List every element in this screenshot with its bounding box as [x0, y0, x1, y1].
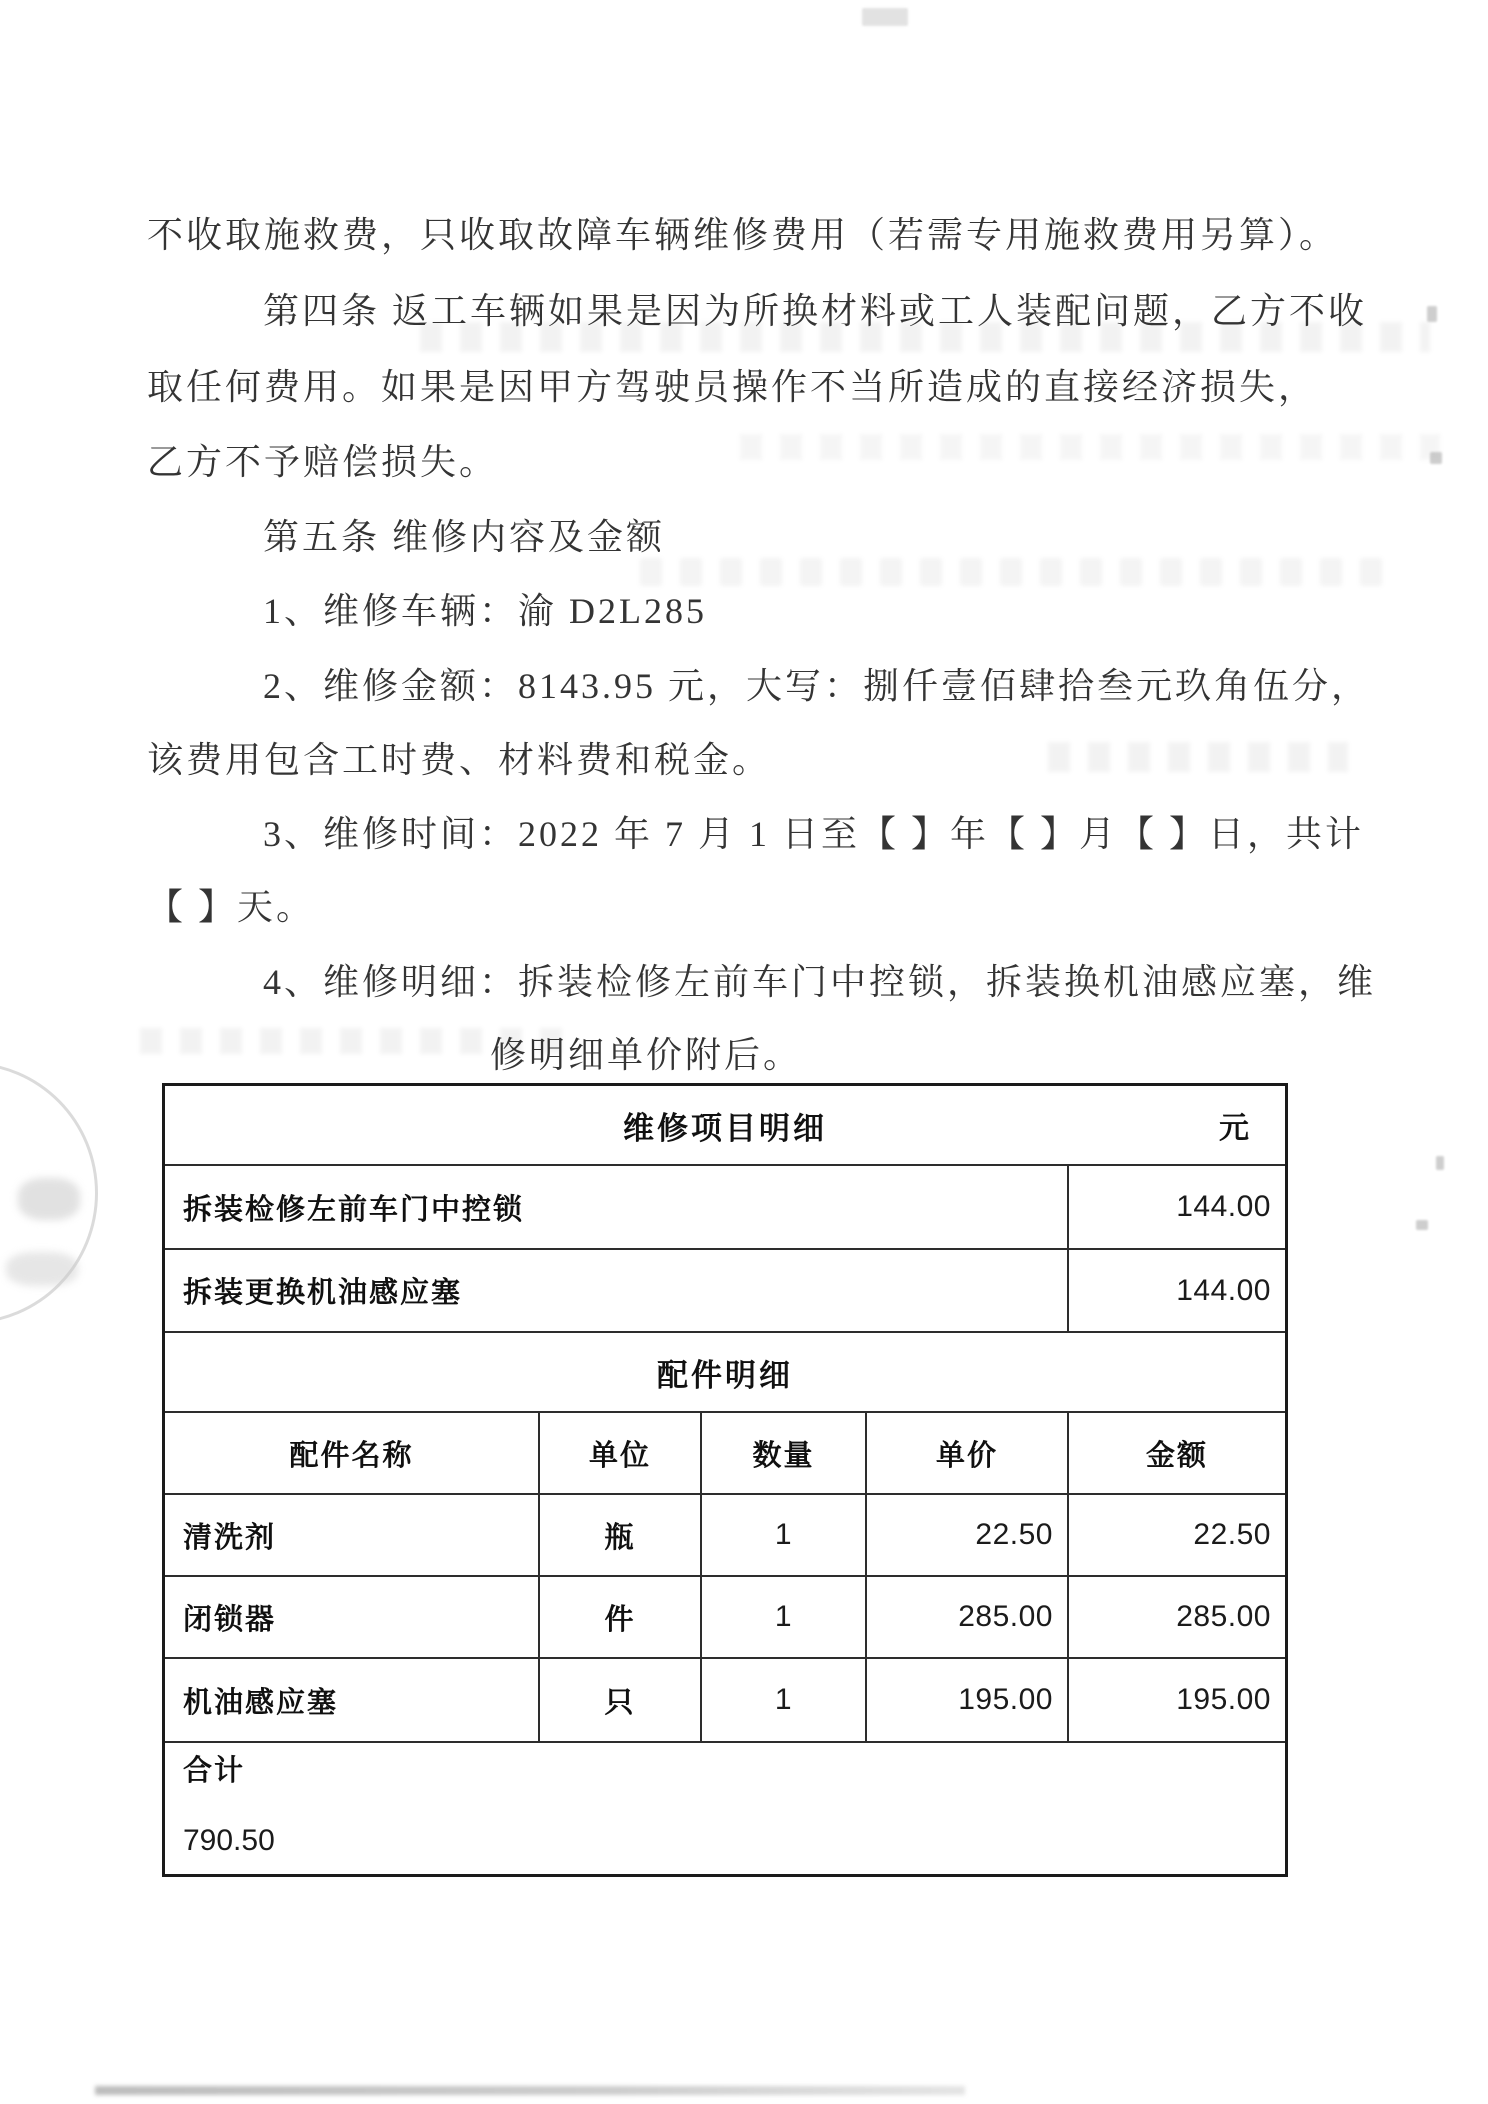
body-line-item-4: 4、维修明细：拆装检修左前车门中控锁，拆装换机油感应塞，维 — [263, 962, 1377, 1002]
parts-row — [165, 1493, 1285, 1575]
body-line-article-5: 第五条 维修内容及金额 — [263, 517, 666, 557]
stamp-smudge — [6, 1252, 78, 1286]
part-unit: 只 — [538, 1659, 700, 1741]
scan-speck — [862, 8, 908, 26]
scan-speck — [1436, 1156, 1444, 1170]
col-header-part-name: 配件名称 — [289, 1439, 414, 1472]
scan-speck — [1416, 1220, 1428, 1230]
parts-column-header-row — [165, 1411, 1285, 1493]
parts-section-title: 配件明细 — [657, 1357, 793, 1393]
body-line: 该费用包含工时费、材料费和税金。 — [147, 740, 772, 780]
col-header-unit-price: 单价 — [865, 1413, 1067, 1493]
body-line: 乙方不予赔偿损失。 — [147, 442, 499, 482]
part-amount: 195.00 — [1067, 1659, 1285, 1741]
labor-section-unit-label: 元 — [1219, 1112, 1249, 1145]
labor-row — [165, 1164, 1285, 1248]
part-qty: 1 — [700, 1659, 865, 1741]
part-name: 清洗剂 — [183, 1521, 277, 1554]
faint-stamp-arc — [0, 1062, 98, 1324]
scan-ghost-text — [640, 558, 1400, 586]
part-unit-price: 22.50 — [865, 1495, 1067, 1575]
stamp-smudge — [18, 1178, 80, 1220]
repair-detail-table — [162, 1083, 1288, 1877]
body-line-article-4: 第四条 返工车辆如果是因为所换材料或工人装配问题，乙方不收 — [263, 291, 1368, 331]
labor-row — [165, 1248, 1285, 1331]
total-row — [165, 1741, 1285, 1874]
part-unit-price: 285.00 — [865, 1577, 1067, 1657]
labor-item-amount: 144.00 — [1067, 1166, 1285, 1248]
parts-row — [165, 1657, 1285, 1741]
labor-section-title: 维修项目明细 — [623, 1110, 827, 1146]
body-line-item-1: 1、维修车辆：渝 D2L285 — [263, 591, 707, 631]
body-line: 【 】天。 — [147, 887, 316, 927]
labor-item-amount: 144.00 — [1067, 1250, 1285, 1331]
labor-section-header-row — [165, 1086, 1285, 1164]
part-qty: 1 — [700, 1577, 865, 1657]
scan-ghost-text — [1048, 742, 1348, 772]
scan-speck — [1430, 452, 1442, 464]
scan-ghost-text — [740, 434, 1440, 460]
parts-section-header-row — [165, 1331, 1285, 1411]
part-unit: 瓶 — [538, 1495, 700, 1575]
part-amount: 22.50 — [1067, 1495, 1285, 1575]
body-line: 取任何费用。如果是因甲方驾驶员操作不当所造成的直接经济损失， — [147, 367, 1318, 407]
body-line: 不收取施救费，只收取故障车辆维修费用（若需专用施救费用另算）。 — [147, 215, 1339, 255]
parts-row — [165, 1575, 1285, 1657]
col-header-amount: 金额 — [1067, 1413, 1285, 1493]
labor-item-name: 拆装更换机油感应塞 — [183, 1277, 463, 1309]
labor-item-name: 拆装检修左前车门中控锁 — [183, 1193, 525, 1226]
scan-edge-streak — [95, 2086, 965, 2095]
scan-speck — [1427, 306, 1437, 322]
part-name: 机油感应塞 — [183, 1686, 339, 1719]
part-name: 闭锁器 — [183, 1603, 277, 1636]
total-label: 合计 — [183, 1755, 246, 1787]
col-header-unit: 单位 — [538, 1413, 700, 1493]
part-amount: 285.00 — [1067, 1577, 1285, 1657]
part-qty: 1 — [700, 1495, 865, 1575]
col-header-qty: 数量 — [700, 1413, 865, 1493]
body-line: 修明细单价附后。 — [490, 1035, 803, 1075]
total-value: 790.50 — [183, 1824, 275, 1857]
part-unit: 件 — [538, 1577, 700, 1657]
body-line-item-3: 3、维修时间：2022 年 7 月 1 日至【 】年【 】月【 】日，共计 — [263, 814, 1365, 854]
body-line-item-2: 2、维修金额：8143.95 元，大写：捌仟壹佰肆拾叁元玖角伍分， — [263, 666, 1371, 706]
part-unit-price: 195.00 — [865, 1659, 1067, 1741]
